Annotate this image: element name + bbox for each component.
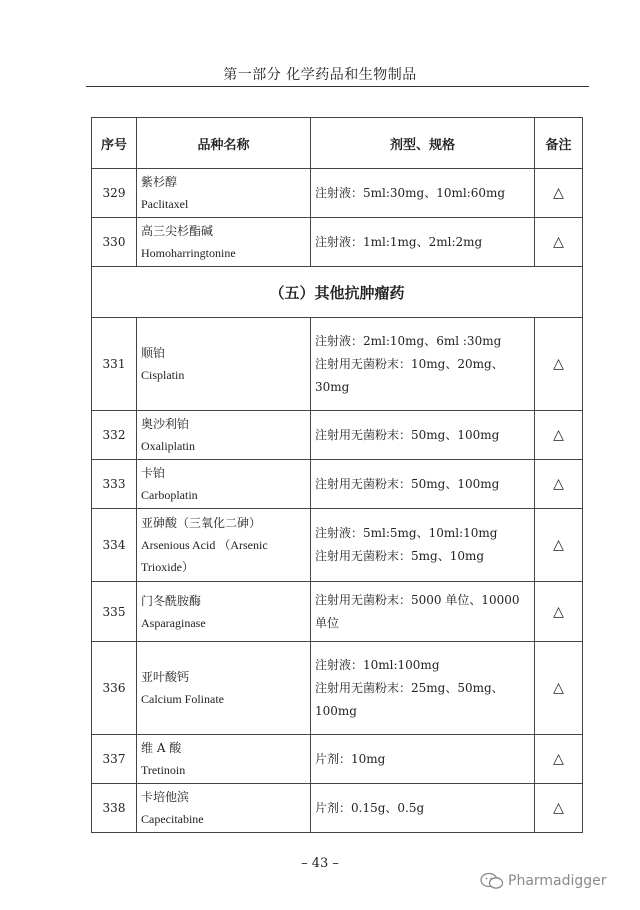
row-number: 334 xyxy=(92,509,137,582)
spec-line: 注射液：1ml:1mg、2ml:2mg xyxy=(315,234,483,249)
row-number: 333 xyxy=(92,460,137,509)
drug-name-cell xyxy=(137,218,311,267)
drug-name-cell xyxy=(137,784,311,833)
drug-name-cell xyxy=(137,582,311,642)
spec-cell xyxy=(311,642,535,735)
row-number: 338 xyxy=(92,784,137,833)
spec-cell xyxy=(311,411,535,460)
drug-name-en: Arsenious Acid （Arsenic Trioxide） xyxy=(141,538,268,574)
row-number: 337 xyxy=(92,735,137,784)
watermark-text: Pharmadigger xyxy=(508,873,607,889)
row-number: 330 xyxy=(92,218,137,267)
spec-line: 注射用无菌粉末：50mg、100mg xyxy=(315,427,500,442)
note-cell: △ xyxy=(535,784,583,833)
drug-name-zh: 门冬酰胺酶 xyxy=(141,593,202,608)
drug-name-cell xyxy=(137,642,311,735)
spec-cell xyxy=(311,735,535,784)
table-row xyxy=(92,642,583,735)
spec-line: 注射液：5ml:5mg、10ml:10mg xyxy=(315,526,498,540)
table-header-row xyxy=(92,118,583,169)
spec-cell xyxy=(311,509,535,582)
page-number: – 43 – xyxy=(301,856,339,871)
drug-name-en: Asparaginase xyxy=(141,615,206,630)
watermark xyxy=(480,872,607,890)
row-number: 336 xyxy=(92,642,137,735)
table-row xyxy=(92,735,583,784)
note-cell: △ xyxy=(535,411,583,460)
spec-line: 注射液：10ml:100mg xyxy=(315,657,440,672)
header-divider xyxy=(86,86,589,87)
spec-line: 片剂：10mg xyxy=(315,751,386,766)
note-cell: △ xyxy=(535,509,583,582)
drug-name-zh: 亚叶酸钙 xyxy=(141,670,190,684)
drug-name-en: Cisplatin xyxy=(141,368,185,382)
drug-name-en: Tretinoin xyxy=(141,763,186,777)
row-number: 335 xyxy=(92,582,137,642)
drug-name-cell xyxy=(137,509,311,582)
column-header-spec: 剂型、规格 xyxy=(311,118,535,169)
table-row xyxy=(92,411,583,460)
drug-name-en: Capecitabine xyxy=(141,812,204,826)
spec-cell xyxy=(311,318,535,411)
spec-line: 注射用无菌粉末：50mg、100mg xyxy=(315,476,500,491)
note-cell: △ xyxy=(535,169,583,218)
spec-line: 注射用无菌粉末：25mg、50mg、100mg xyxy=(315,680,504,718)
section-row xyxy=(92,267,583,318)
table-row xyxy=(92,509,583,582)
section-heading: （五）其他抗肿瘤药 xyxy=(92,267,583,318)
drug-name-cell xyxy=(137,735,311,784)
drug-name-cell xyxy=(137,411,311,460)
spec-line: 注射用无菌粉末：5000 单位、10000 单位 xyxy=(315,592,520,630)
spec-line: 片剂：0.15g、0.5g xyxy=(315,800,425,815)
row-number: 329 xyxy=(92,169,137,218)
drug-name-cell xyxy=(137,318,311,411)
drug-name-zh: 卡铂 xyxy=(141,466,166,480)
spec-cell xyxy=(311,784,535,833)
wechat-icon xyxy=(480,872,504,890)
row-number: 331 xyxy=(92,318,137,411)
drug-name-en: Carboplatin xyxy=(141,488,198,502)
spec-line: 注射液：2ml:10mg、6ml :30mg xyxy=(315,333,502,348)
drug-name-zh: 奥沙利铂 xyxy=(141,417,190,431)
drug-name-zh: 顺铂 xyxy=(141,346,166,360)
drug-name-en: Paclitaxel xyxy=(141,197,189,211)
note-cell: △ xyxy=(535,582,583,642)
spec-line: 注射用无菌粉末：10mg、20mg、30mg xyxy=(315,356,504,394)
note-cell: △ xyxy=(535,735,583,784)
table-row xyxy=(92,582,583,642)
spec-cell xyxy=(311,582,535,642)
drug-name-zh: 维 A 酸 xyxy=(141,741,182,755)
table-row xyxy=(92,460,583,509)
drug-name-zh: 高三尖杉酯碱 xyxy=(141,224,214,238)
drug-name-en: Homoharringtonine xyxy=(141,246,236,260)
drug-name-zh: 亚砷酸（三氧化二砷） xyxy=(141,516,262,530)
drug-name-zh: 卡培他滨 xyxy=(141,790,190,804)
spec-cell xyxy=(311,169,535,218)
column-header-no: 序号 xyxy=(92,118,137,169)
table-row xyxy=(92,784,583,833)
spec-cell xyxy=(311,460,535,509)
note-cell: △ xyxy=(535,460,583,509)
spec-line: 注射液：5ml:30mg、10ml:60mg xyxy=(315,185,506,200)
column-header-name: 品种名称 xyxy=(137,118,311,169)
drug-name-en: Oxaliplatin xyxy=(141,439,195,453)
column-header-note: 备注 xyxy=(535,118,583,169)
spec-cell xyxy=(311,218,535,267)
drug-name-en: Calcium Folinate xyxy=(141,692,224,706)
note-cell: △ xyxy=(535,642,583,735)
note-cell: △ xyxy=(535,218,583,267)
drug-name-zh: 紫杉醇 xyxy=(141,175,178,189)
note-cell: △ xyxy=(535,318,583,411)
table-row xyxy=(92,218,583,267)
table-row xyxy=(92,318,583,411)
spec-line: 注射用无菌粉末：5mg、10mg xyxy=(315,549,485,563)
drug-name-cell xyxy=(137,460,311,509)
drug-table xyxy=(91,117,583,833)
table-row xyxy=(92,169,583,218)
row-number: 332 xyxy=(92,411,137,460)
drug-name-cell xyxy=(137,169,311,218)
page-header-title: 第一部分 化学药品和生物制品 xyxy=(223,67,417,83)
